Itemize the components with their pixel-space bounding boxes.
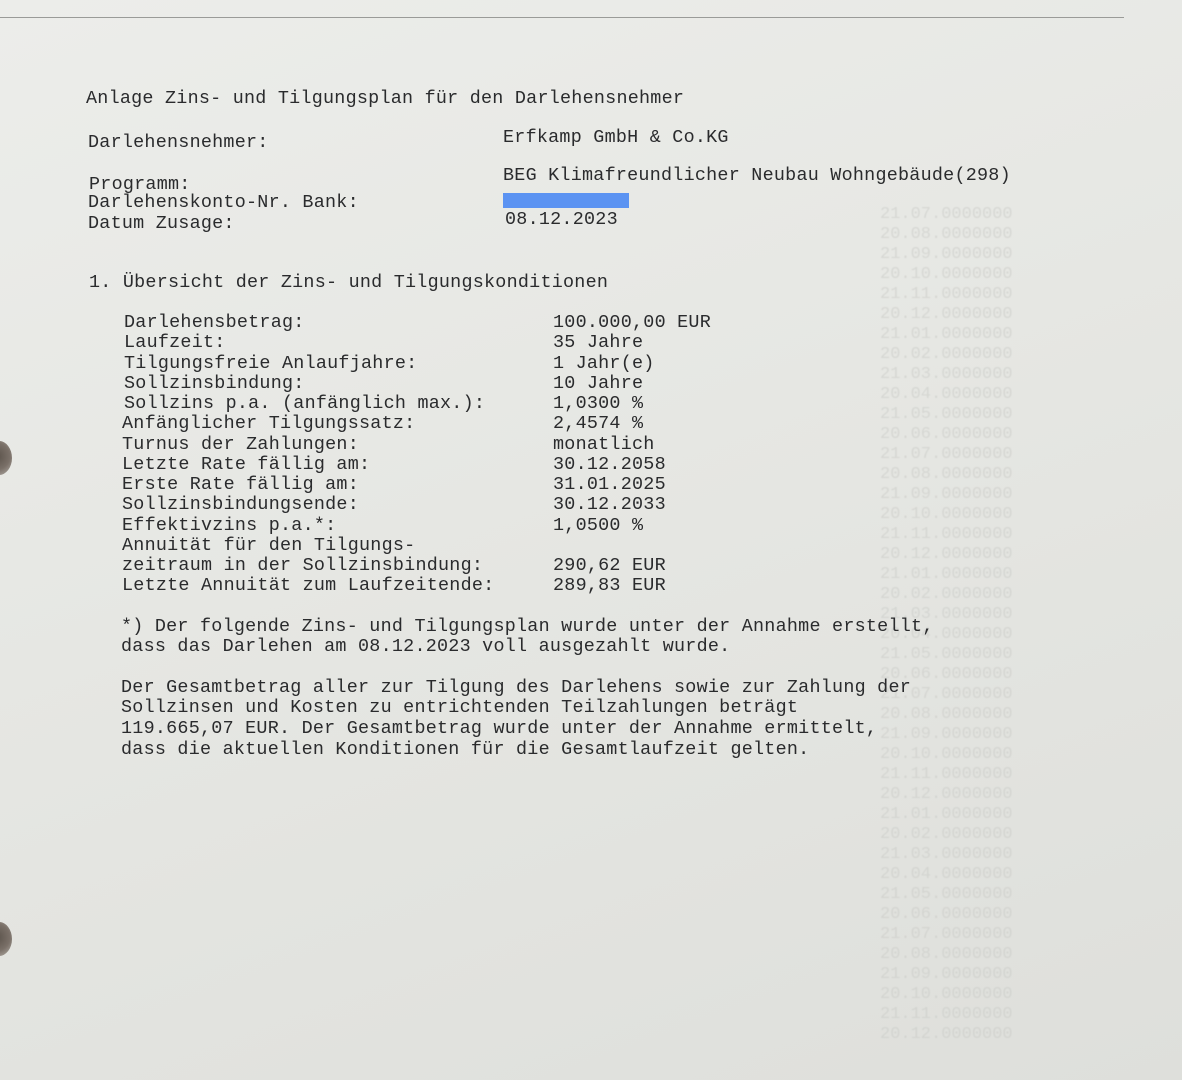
condition-label: Letzte Rate fällig am: <box>122 454 371 475</box>
summary-line: dass die aktuellen Konditionen für die Gesamtlaufzeit gelten. <box>121 739 810 760</box>
condition-label: Laufzeit: <box>124 332 226 353</box>
document-heading: Anlage Zins- und Tilgungsplan für den Darlehensnehmer <box>86 88 685 109</box>
program-label: Programm: <box>89 174 191 195</box>
summary-line: 119.665,07 EUR. Der Gesamtbetrag wurde unter der Annahme ermittelt, <box>121 718 878 739</box>
page-top-rule <box>0 17 1124 18</box>
condition-label: Effektivzins p.a.*: <box>122 515 337 536</box>
condition-value: 35 Jahre <box>553 332 644 353</box>
binder-hole <box>0 922 12 956</box>
redacted-account-number <box>503 193 629 208</box>
condition-value: 100.000,00 EUR <box>553 312 712 333</box>
condition-label: Annuität für den Tilgungs- <box>122 535 416 556</box>
condition-label: Tilgungsfreie Anlaufjahre: <box>124 353 418 374</box>
condition-value: 2,4574 % <box>553 413 644 434</box>
condition-value: 30.12.2033 <box>553 494 666 515</box>
condition-value: monatlich <box>553 434 655 455</box>
condition-value: 31.01.2025 <box>553 474 666 495</box>
account-label: Darlehenskonto-Nr. Bank: <box>88 192 359 213</box>
condition-label: Sollzins p.a. (anfänglich max.): <box>124 393 486 414</box>
summary-line: Sollzinsen und Kosten zu entrichtenden Teilzahlungen beträgt <box>121 697 799 718</box>
condition-value: 1,0300 % <box>553 393 644 414</box>
condition-label: Anfänglicher Tilgungssatz: <box>122 413 416 434</box>
borrower-value: Erfkamp GmbH & Co.KG <box>503 127 729 148</box>
condition-value: 1,0500 % <box>553 515 644 536</box>
condition-label: Sollzinsbindung: <box>124 373 305 394</box>
condition-label: Turnus der Zahlungen: <box>122 434 360 455</box>
condition-value: 30.12.2058 <box>553 454 666 475</box>
condition-value: 289,83 EUR <box>553 575 666 596</box>
condition-label: Erste Rate fällig am: <box>122 474 360 495</box>
footnote-line: *) Der folgende Zins- und Tilgungsplan wurde unter der Annahme erstellt, <box>121 616 934 637</box>
section-title: 1. Übersicht der Zins- und Tilgungskonditionen <box>89 272 609 293</box>
binder-hole <box>0 441 12 475</box>
condition-label: Sollzinsbindungsende: <box>122 494 360 515</box>
condition-value: 10 Jahre <box>553 373 644 394</box>
condition-value: 290,62 EUR <box>553 555 666 576</box>
summary-line: Der Gesamtbetrag aller zur Tilgung des Darlehens sowie zur Zahlung der <box>121 677 912 698</box>
condition-label: zeitraum in der Sollzinsbindung: <box>122 555 484 576</box>
borrower-label: Darlehensnehmer: <box>88 132 269 153</box>
condition-label: Letzte Annuität zum Laufzeitende: <box>122 575 495 596</box>
condition-label: Darlehensbetrag: <box>124 312 305 333</box>
footnote-line: dass das Darlehen am 08.12.2023 voll ausgezahlt wurde. <box>121 636 731 657</box>
condition-value: 1 Jahr(e) <box>553 353 655 374</box>
program-value: BEG Klimafreundlicher Neubau Wohngebäude(298) <box>503 165 1011 186</box>
date-value: 08.12.2023 <box>505 209 618 230</box>
show-through-texture: 21.07.0000000 20.08.0000000 21.09.0000000 20.10.0000000 21.11.0000000 20.12.0000000 21.01.0000000 20.02.0000000 21.03.0000000 20.04.0000000 21.05.0000000 20.06.0000000 21.07.0000000 20.08.0000000 21.09.0000000 20.10.0000000 21.11.0000000 20.12.0000000 21.01.0000000 20.02.0000000 21.03.0000000 20.04.0000000 21.05.0000000 20.06.0000000 21.07.0000000 20.08.0000000 21.09.0000000 20.10.0000000 21.11.0000000 20.12.0000000 21.01.0000000 20.02.0000000 21.03.0000000 20.04.0000000 21.05.0000000 20.06.0000000 21.07.0000000 20.08.0000000 21.09.0000000 20.10.0000000 21.11.0000000 20.12.0000000 <box>880 205 1013 1044</box>
date-label: Datum Zusage: <box>88 213 235 234</box>
